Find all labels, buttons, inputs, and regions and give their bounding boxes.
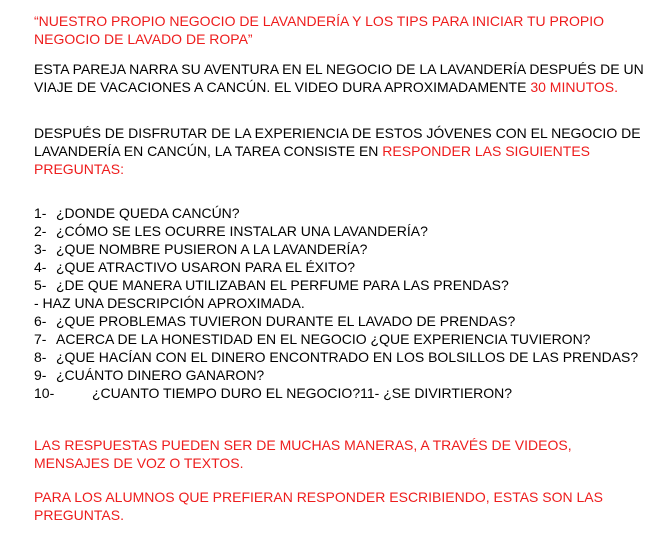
answers-note: LAS RESPUESTAS PUEDEN SER DE MUCHAS MANERAS, A TRAVÉS DE VIDEOS, MENSAJES DE VOZ O TEXTOS. — [34, 437, 572, 471]
intro-paragraph — [34, 60, 644, 96]
intro-text: ESTA PAREJA NARRA SU AVENTURA EN EL NEGOCIO DE LA LAVANDERÍA DESPUÉS DE UN VIAJE DE VACACIONES A CANCÚN. EL VIDEO DURA APROXIMADAMENTE — [34, 61, 644, 95]
question-number: 4- — [34, 259, 47, 275]
question-text: ¿QUE HACÍAN CON EL DINERO ENCONTRADO EN LOS BOLSILLOS DE LAS PRENDAS? — [56, 349, 639, 365]
task-text: DESPUÉS DE DISFRUTAR DE LA EXPERIENCIA DE ESTOS JÓVENES CON EL NEGOCIO DE LAVANDERÍA EN CANCÚN, LA TAREA CONSISTE EN — [34, 125, 641, 159]
question-number: 10- — [34, 385, 55, 401]
question-number: 3- — [34, 241, 47, 257]
question-text: ¿DE QUE MANERA UTILIZABAN EL PERFUME PARA LAS PRENDAS? — [56, 277, 509, 293]
question-text: ¿CÓMO SE LES OCURRE INSTALAR UNA LAVANDERÍA? — [56, 223, 428, 239]
question-item-10 — [34, 384, 644, 402]
task-highlight: RESPONDER LAS SIGUIENTES PREGUNTAS: — [34, 143, 590, 177]
closing-note: PARA LOS ALUMNOS QUE PREFIERAN RESPONDER ESCRIBIENDO, ESTAS SON LAS PREGUNTAS. — [34, 489, 603, 523]
question-text: ¿CUÁNTO DINERO GANARON? — [56, 367, 265, 383]
question-number: 2- — [34, 223, 47, 239]
video-duration: 30 MINUTOS. — [530, 79, 618, 95]
question-text: ¿DONDE QUEDA CANCÚN? — [56, 205, 240, 221]
question-item-9 — [34, 366, 644, 384]
question-number: 9- — [34, 367, 47, 383]
question-item-7 — [34, 330, 644, 348]
question-number: 1- — [34, 205, 47, 221]
question-number: 7- — [34, 331, 47, 347]
question-text: ¿QUE ATRACTIVO USARON PARA EL ÉXITO? — [56, 259, 355, 275]
question-list — [34, 204, 644, 402]
question-item-8 — [34, 348, 644, 366]
question-item-6 — [34, 312, 644, 330]
question-text: ¿QUE NOMBRE PUSIERON A LA LAVANDERÍA? — [56, 241, 368, 257]
question-text: ¿QUE PROBLEMAS TUVIERON DURANTE EL LAVADO DE PRENDAS? — [56, 313, 516, 329]
question-text: ACERCA DE LA HONESTIDAD EN EL NEGOCIO ¿QUE EXPERIENCIA TUVIERON? — [56, 331, 591, 347]
question-item-3 — [34, 240, 644, 258]
question-text: - HAZ UNA DESCRIPCIÓN APROXIMADA. — [34, 295, 305, 311]
question-number: 8- — [34, 349, 47, 365]
document-page — [34, 12, 644, 524]
question-text: ¿CUANTO TIEMPO DURO EL NEGOCIO?11- ¿SE DIVIRTIERON? — [92, 385, 513, 401]
document-title: “NUESTRO PROPIO NEGOCIO DE LAVANDERÍA Y LOS TIPS PARA INICIAR TU PROPIO NEGOCIO DE LAVADO DE ROPA” — [34, 13, 604, 47]
question-number: 6- — [34, 313, 47, 329]
question-item-1 — [34, 204, 644, 222]
question-item-5 — [34, 276, 644, 294]
question-item-2 — [34, 222, 644, 240]
task-paragraph — [34, 124, 644, 178]
question-number: 5- — [34, 277, 47, 293]
question-item-5-detail — [34, 294, 644, 312]
question-item-4 — [34, 258, 644, 276]
